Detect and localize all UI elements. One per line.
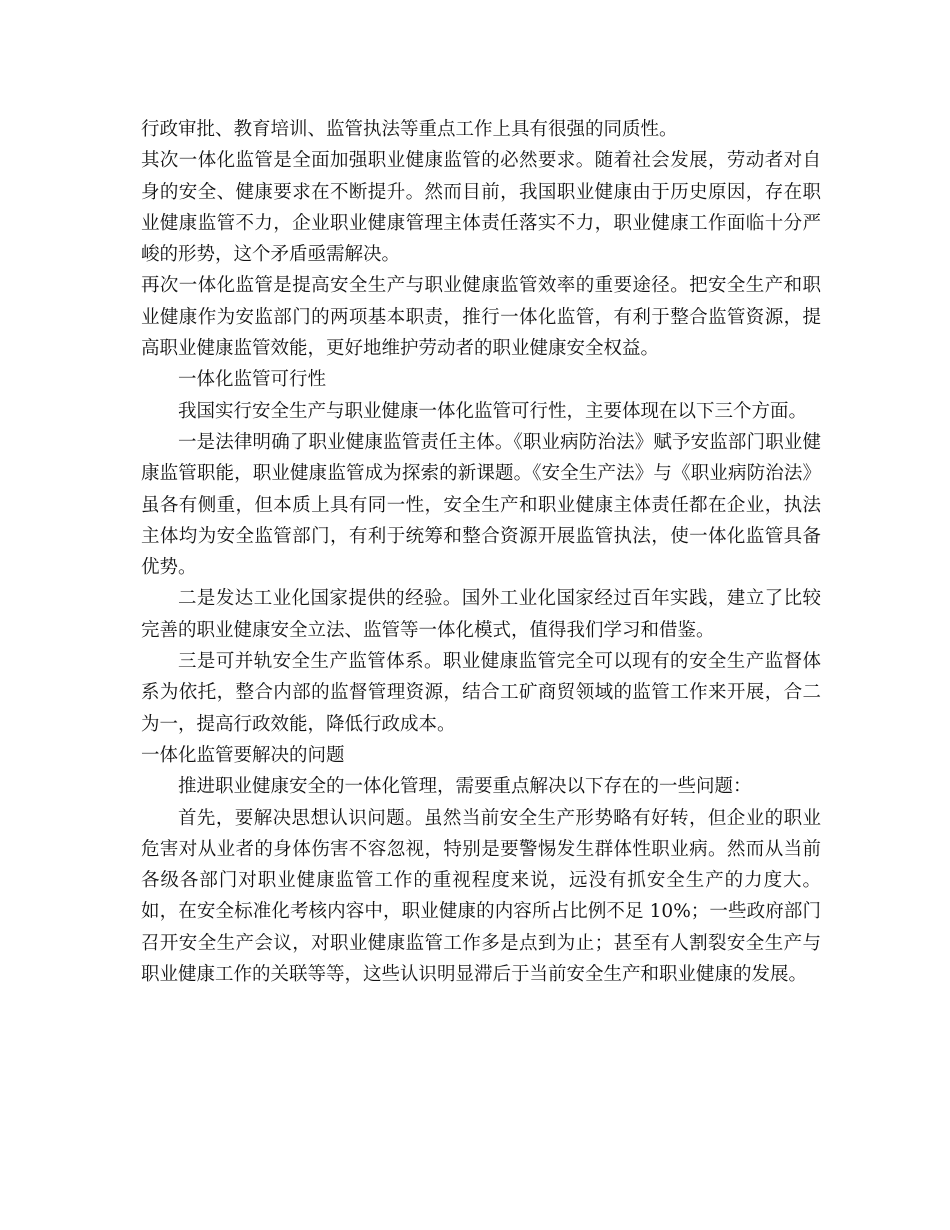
paragraph-continuation: 行政审批、教育培训、监管执法等重点工作上具有很强的同质性。 bbox=[141, 119, 678, 140]
paragraph-merge-system: 三是可并轨安全生产监管体系。职业健康监管完全可以现有的安全生产监督体系为依托，整合内部的监督管理资源，结合工矿商贸领域的监管工作来开展，合二为一，提高行政效能，降低行政成本。 bbox=[141, 651, 821, 735]
paragraph-integration-necessity: 其次一体化监管是全面加强职业健康监管的必然要求。随着社会发展，劳动者对自身的安全、健康要求在不断提升。然而目前，我国职业健康由于历史原因，存在职业健康监管不力，企业职业健康管理主体责任落实不力，职业健康工作面临十分严峻的形势，这个矛盾亟需解决。 bbox=[141, 150, 821, 266]
paragraph-awareness-issue: 首先，要解决思想认识问题。虽然当前安全生产形势略有好转，但企业的职业危害对从业者的身体伤害不容忽视，特别是要警惕发生群体性职业病。然而从当前各级各部门对职业健康监管工作的重视程度来说，远没有抓安全生产的力度大。如，在安全标准化考核内容中，职业健康的内容所占比例不足 10%；一些政府部门召开安全生产会议，对职业健康监管工作多是点到为止；甚至有人割裂安全生产与职业健康工作的关联等等，这些认识明显滞后于当前安全生产和职业健康的发展。 bbox=[141, 807, 821, 986]
paragraph-law-basis: 一是法律明确了职业健康监管责任主体。《职业病防治法》赋予安监部门职业健康监管职能，职业健康监管成为探索的新课题。《安全生产法》与《职业病防治法》虽各有侧重，但本质上具有同一性，安全生产和职业健康主体责任都在企业，执法主体均为安全监管部门，有利于统筹和整合资源开展监管执法，使一体化监管具备优势。 bbox=[141, 431, 821, 579]
section-heading-problems: 一体化监管要解决的问题 bbox=[141, 744, 345, 766]
section-heading-feasibility: 一体化监管可行性 bbox=[178, 369, 327, 391]
paragraph-feasibility-intro: 我国实行安全生产与职业健康一体化监管可行性，主要体现在以下三个方面。 bbox=[178, 400, 808, 422]
paragraph-foreign-experience: 二是发达工业化国家提供的经验。国外工业化国家经过百年实践，建立了比较完善的职业健康安全立法、监管等一体化模式，值得我们学习和借鉴。 bbox=[141, 588, 821, 641]
paragraph-efficiency-path: 再次一体化监管是提高安全生产与职业健康监管效率的重要途径。把安全生产和职业健康作为安监部门的两项基本职责，推行一体化监管，有利于整合监管资源，提高职业健康监管效能，更好地维护劳动者的职业健康安全权益。 bbox=[141, 275, 821, 360]
paragraph-problems-intro: 推进职业健康安全的一体化管理，需要重点解决以下存在的一些问题： bbox=[178, 776, 752, 798]
document-body bbox=[141, 114, 821, 990]
